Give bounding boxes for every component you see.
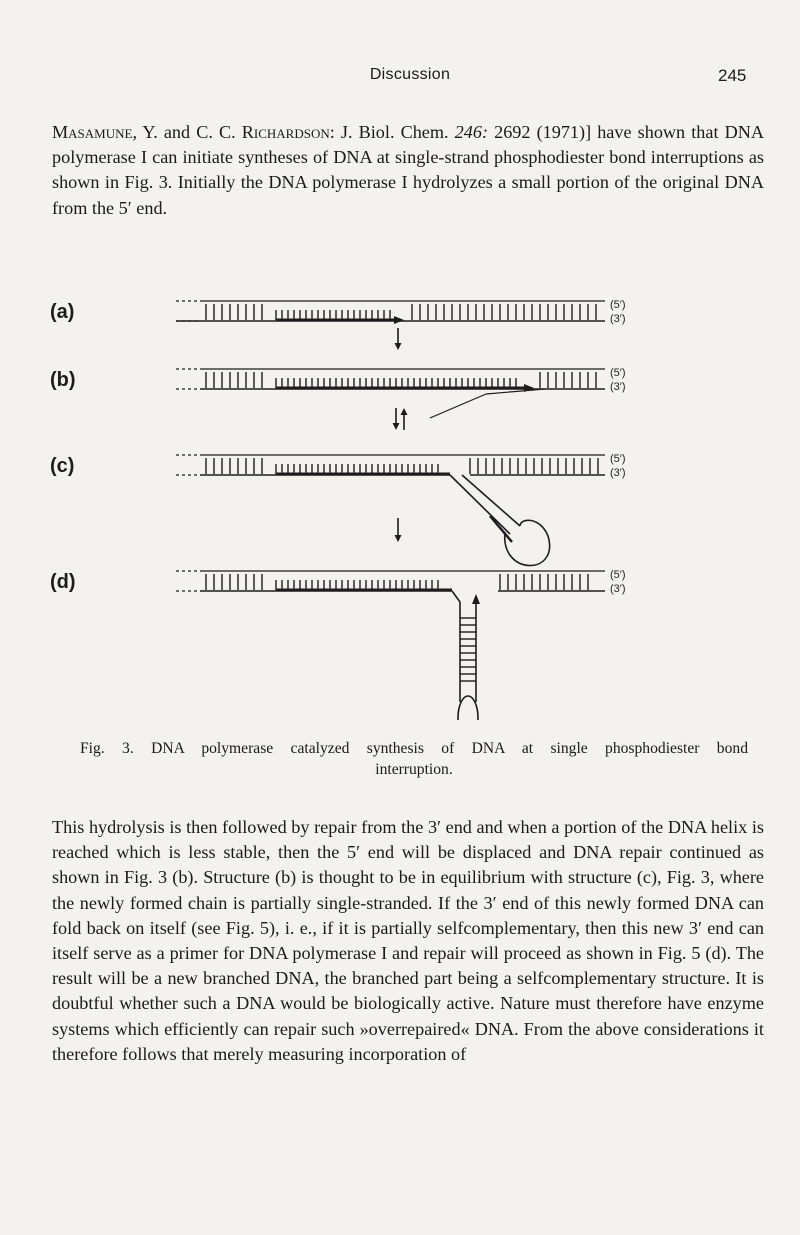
base-pairs-c1 xyxy=(206,458,262,474)
author2-name: Richardson xyxy=(241,122,330,142)
paragraph-1-body: 2692 (1971)] have shown that DNA polymerase I can initiate syntheses of DNA at single-strand phosphodiester bond interruptions as shown in Fig. 3. Initially the DNA polymerase I hydrolyzes a small portion of the original DNA from the 5′ end. xyxy=(52,122,764,218)
panel-label-c: (c) xyxy=(50,455,75,477)
volume: 246: xyxy=(454,122,489,142)
figure-caption xyxy=(80,738,748,780)
figure-3 xyxy=(0,280,800,720)
end-label-3-c: (3′) xyxy=(610,467,626,479)
author-name: Masamune xyxy=(52,122,133,142)
journal-ref: : J. Biol. Chem. xyxy=(329,122,455,142)
arrow-head-a xyxy=(394,316,404,324)
base-pairs-b2 xyxy=(540,372,596,388)
running-head xyxy=(0,66,800,90)
author-initials: , Y. and C. C. xyxy=(132,122,242,142)
base-pairs-a2 xyxy=(412,304,596,320)
hairpin-loop-d xyxy=(458,696,478,720)
paragraph-1 xyxy=(52,120,764,221)
running-title: Discussion xyxy=(369,66,451,83)
caption-line-1: Fig. 3. DNA polymerase catalyzed synthesis of DNA at single phosphodiester bond xyxy=(80,740,748,757)
arrow-c-to-d xyxy=(395,518,402,542)
stem-base-pairs-d xyxy=(460,618,476,681)
caption-line-2: interruption. xyxy=(375,761,453,778)
displaced-strand-b xyxy=(430,394,486,418)
branch-corner-d xyxy=(452,591,460,602)
end-label-5-d: (5′) xyxy=(610,569,626,581)
panel-label-b: (b) xyxy=(50,369,76,391)
page-number: 245 xyxy=(718,66,747,85)
hairpin-loop-c xyxy=(505,520,550,565)
end-label-3-a: (3′) xyxy=(610,313,626,325)
end-label-5-a: (5′) xyxy=(610,299,626,311)
end-label-5-c: (5′) xyxy=(610,453,626,465)
end-label-3-b: (3′) xyxy=(610,381,626,393)
base-pairs-d1 xyxy=(206,574,262,590)
dna-diagram xyxy=(0,280,800,720)
end-label-5-b: (5′) xyxy=(610,367,626,379)
hairpin-pairs-c xyxy=(490,516,512,542)
arrow-head-d xyxy=(472,594,480,604)
base-pairs-a1 xyxy=(206,304,262,320)
arrow-a-to-b xyxy=(395,328,402,350)
arrow-b-to-c xyxy=(393,408,400,430)
panel-label-d: (d) xyxy=(50,571,76,593)
arrow-c-to-b xyxy=(401,408,408,430)
base-pairs-c2 xyxy=(470,458,598,474)
base-pairs-d2 xyxy=(500,574,588,590)
hairpin-arm-c1 xyxy=(450,475,510,534)
end-label-3-d: (3′) xyxy=(610,583,626,595)
base-pairs-b1 xyxy=(206,372,262,388)
panel-label-a: (a) xyxy=(50,301,75,323)
paragraph-2: This hydrolysis is then followed by repair from the 3′ end and when a portion of the DNA helix is reached which is less stable, then the 5′ end will be displaced and DNA repair continued as shown in Fig. 3 (b). Structure (b) is thought to be in equilibrium with structure (c), Fig. 3, where the newly formed chain is partially single-stranded. If the 3′ end of this newly formed DNA can fold back on itself (see Fig. 5), i. e., if it is partially selfcomplementary, then this new 3′ end can itself serve as a primer for DNA polymerase I and repair will proceed as shown in Fig. 5 (d). The result will be a new branched DNA, the branched part being a selfcomplementary structure. It is doubtful whether such a DNA would be biologically active. Nature must therefore have enzyme systems which efficiently can repair such »overrepaired« DNA. From the above considerations it therefore follows that merely measuring incorporation of xyxy=(52,817,764,1064)
